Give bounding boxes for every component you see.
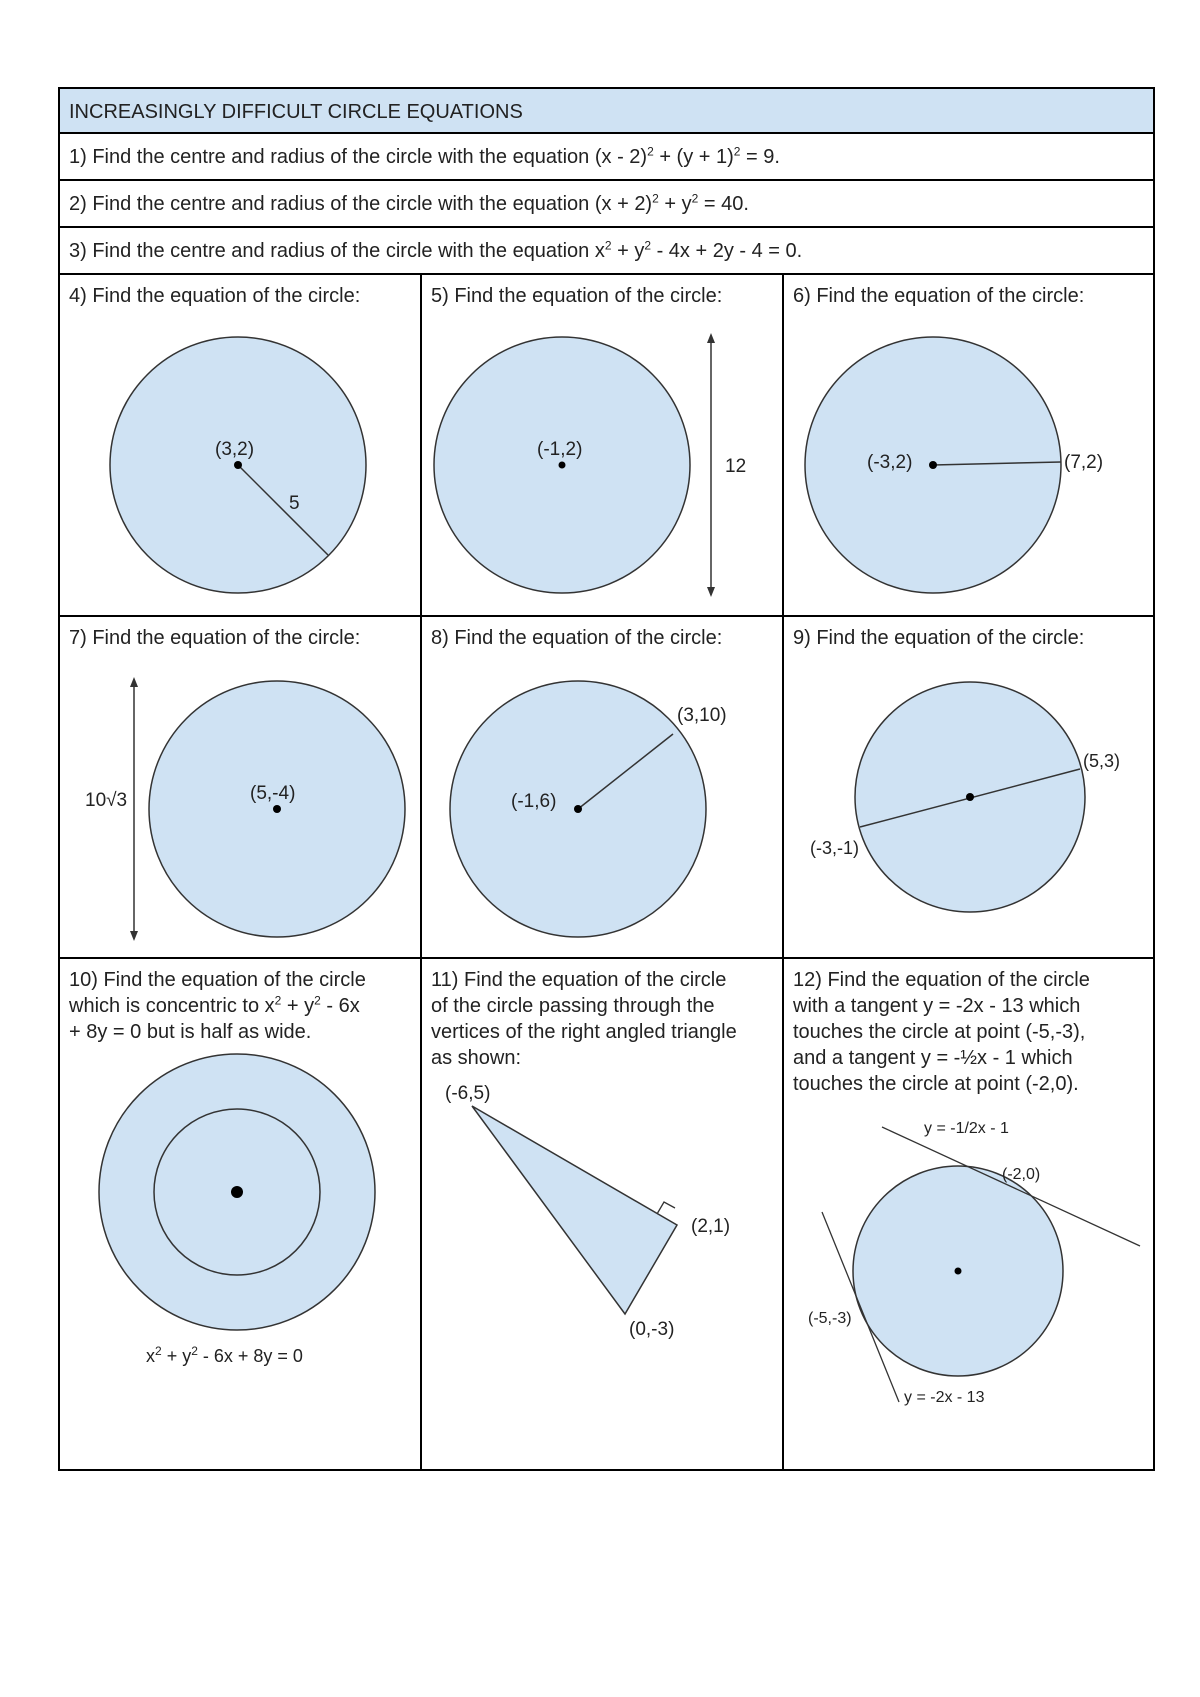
q9-p2-label: (-3,-1) [810,838,859,858]
question-7 [60,617,422,957]
q12-tangent1-label: y = -1/2x - 1 [924,1120,1009,1137]
q10-text: 10) Find the equation of the circle which is concentric to $x^2 + y^2 - 6x$ + 8y = 0 but is half as wide. [69,969,366,1043]
question-9 [784,617,1153,957]
question-11 [422,959,784,1469]
question-row-7-9 [58,617,1155,959]
q6-centre-label: (-3,2) [867,452,913,473]
q10-caption: $x^2 + y^2 - 6x + 8y = 0$ [146,1344,303,1366]
q12-tangent2-label: y = -2x - 13 [904,1389,985,1406]
q4-diagram [60,275,420,615]
q5-arrowhead-bottom [707,587,715,597]
q12-point1-label: (-2,0) [1002,1166,1041,1183]
q11-v2-label: (2,1) [691,1216,731,1237]
q5-arrowhead-top [707,333,715,343]
question-6 [784,275,1153,615]
q11-v1-label: (-6,5) [445,1083,491,1104]
q7-arrowhead-bottom [130,931,138,941]
q12-diagram [784,959,1149,1469]
q8-centre-dot [574,805,582,813]
q6-point-label: (7,2) [1064,452,1104,473]
question-1: 1) Find the centre and radius of the circle with the equation $(x - 2)^2 + (y + 1)^2 = 9$. [58,134,1155,181]
q11-diagram [422,959,782,1469]
q12-centre-dot [955,1268,962,1275]
q9-p1-label: (5,3) [1083,751,1121,771]
q9-diagram [784,617,1149,957]
q8-point-label: (3,10) [677,705,727,726]
q7-diagram [60,617,420,957]
q5-text: 5) Find the equation of the circle: [431,285,723,307]
question-3: 3) Find the centre and radius of the circle with the equation $x^2 + y^2 - 4x + 2y - 4 = 0$. [58,228,1155,275]
q4-radius-label: 5 [289,493,300,514]
q10-diagram [60,959,420,1469]
q12-point2-label: (-5,-3) [808,1310,852,1327]
q6-centre-dot [929,461,937,469]
question-row-4-6 [58,275,1155,617]
q5-diameter-label: 12 [725,456,747,477]
q7-centre-dot [273,805,281,813]
q11-right-angle-mark [657,1202,675,1214]
question-row-10-12 [58,959,1155,1471]
q4-centre-dot [234,461,242,469]
q6-diagram [784,275,1149,615]
q5-diagram [422,275,782,615]
q9-centre-dot [966,793,974,801]
question-8 [422,617,784,957]
q8-diagram [422,617,782,957]
question-2: 2) Find the centre and radius of the circle with the equation $(x + 2)^2 + y^2 = 40$. [58,181,1155,228]
q8-text: 8) Find the equation of the circle: [431,627,723,649]
q5-centre-label: (-1,2) [537,439,583,460]
question-5 [422,275,784,615]
worksheet-title: INCREASINGLY DIFFICULT CIRCLE EQUATIONS [58,87,1155,134]
q10-centre-dot [231,1186,243,1198]
q9-text: 9) Find the equation of the circle: [793,627,1085,649]
q7-text: 7) Find the equation of the circle: [69,627,361,649]
q4-text: 4) Find the equation of the circle: [69,285,361,307]
q4-centre-label: (3,2) [215,439,255,460]
q7-diameter-label: 10√3 [85,790,128,811]
q11-triangle [472,1106,677,1314]
q5-centre-dot [559,462,566,469]
question-10 [60,959,422,1469]
q11-text: 11) Find the equation of the circle of the circle passing through the vertices of the right angled triangle as shown: [431,969,737,1069]
q7-arrowhead-top [130,677,138,687]
q8-centre-label: (-1,6) [511,791,557,812]
q6-text: 6) Find the equation of the circle: [793,285,1085,307]
worksheet [58,87,1155,1471]
q12-text: 12) Find the equation of the circle with a tangent y = -2x - 13 which touches the circle at point (-5,-3), and a tangent y = -½x - 1 which touches the circle at point (-2,0). [793,969,1090,1095]
question-4 [60,275,422,615]
q7-centre-label: (5,-4) [250,783,296,804]
question-12 [784,959,1153,1469]
q11-v3-label: (0,-3) [629,1319,675,1340]
